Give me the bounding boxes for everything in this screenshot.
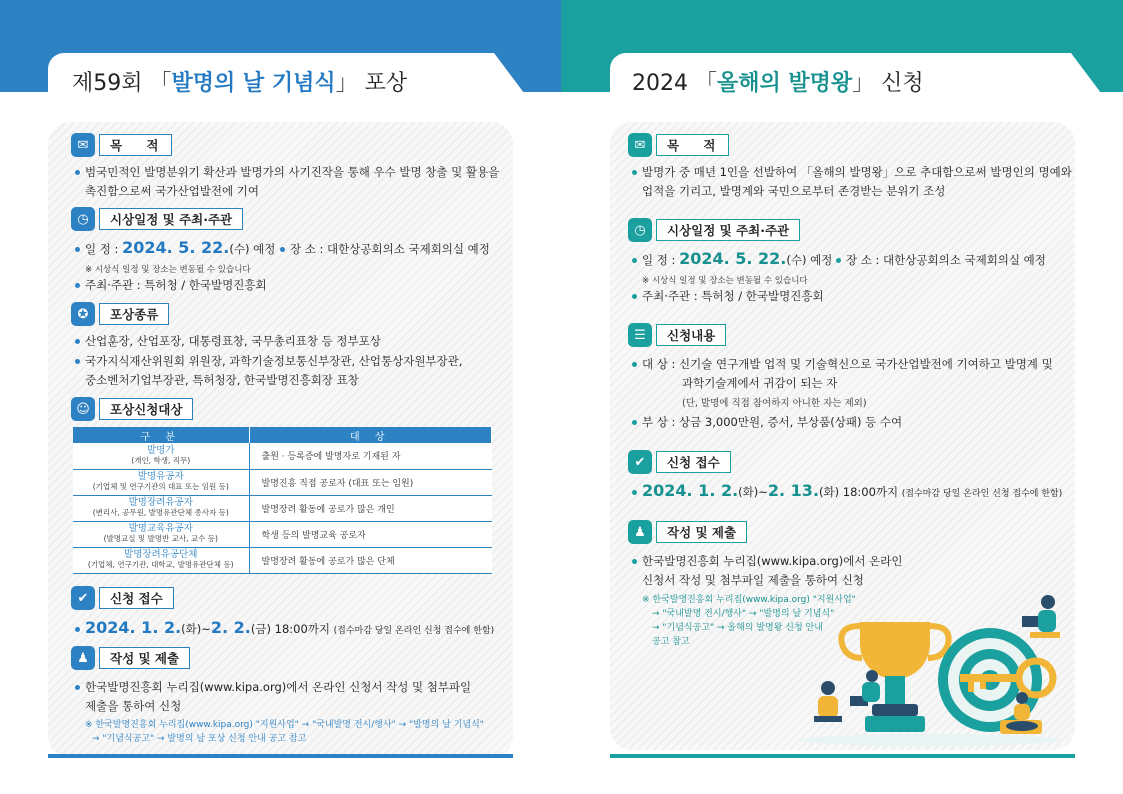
table-cell-name: 발명유공자 — [137, 471, 184, 482]
form-check-icon: ✔ — [628, 450, 652, 474]
section-label: 포상종류 — [99, 303, 169, 325]
right-content-heading — [628, 323, 726, 347]
clock-icon: ◷ — [628, 218, 652, 242]
right-reference-4: 공고 참고 — [652, 637, 690, 647]
section-label: 작성 및 제출 — [99, 647, 190, 669]
right-purpose-text-2: 업적을 기리고, 발명계와 국민으로부터 존경받는 분위기 조성 — [642, 184, 946, 198]
clock-icon: ◷ — [71, 207, 95, 231]
list-document-icon: ☰ — [628, 323, 652, 347]
section-label: 신청내용 — [656, 324, 726, 346]
left-schedule-heading — [71, 207, 243, 231]
medal-icon: ✪ — [71, 302, 95, 326]
left-award-text: 산업훈장, 산업포장, 대통령표창, 국무총리표창 등 정부포상 — [75, 332, 381, 351]
left-submit-heading — [71, 646, 190, 670]
table-cell-target: 출원 · 등록증에 발명자로 기재된 자 — [249, 443, 492, 469]
left-apply-date-line: 2024. 1. 2.(화)~2. 2.(금) 18:00까지 (접수마감 당일 온라인 신청 접수에 한함) — [75, 618, 494, 641]
award-target-table — [73, 427, 492, 574]
left-page-title: 제59회 「발명의 날 기념식」 포상 — [72, 71, 408, 96]
person-board-icon: ♟ — [628, 520, 652, 544]
table-cell-name: 발명장려유공자 — [128, 497, 193, 508]
section-label: 신청 접수 — [99, 587, 174, 609]
table-cell-sub: (개인, 학생, 직무) — [131, 455, 191, 465]
table-cell-sub: (기업체 및 연구기관의 대표 또는 임원 등) — [92, 482, 229, 491]
right-submit-text-2: 신청서 작성 및 첨부파일 제출을 통하여 신청 — [642, 573, 864, 587]
table-cell-name: 발명가 — [146, 444, 175, 456]
left-host-line: 주최·주관 : 특허청 / 한국발명진흥회 — [75, 276, 267, 295]
table-row — [73, 521, 492, 547]
table-cell-target: 발명장려 활동에 공로가 많은 개인 — [249, 495, 492, 521]
left-reference-2: → "기념식공고" → 발명의 날 포상 신청 안내 공고 참고 — [92, 734, 307, 744]
left-submit-text-2: 제출을 통하여 신청 — [85, 699, 182, 713]
left-award-heading — [71, 302, 169, 326]
right-page-title: 2024 「올해의 발명왕」 신청 — [632, 71, 924, 96]
table-cell-name: 발명교육유공자 — [128, 523, 193, 534]
right-schedule-heading — [628, 218, 800, 242]
table-cell-sub: (기업체, 연구기관, 대학교, 발명유관단체 등) — [87, 560, 234, 569]
left-schedule-note: ※ 시상식 일정 및 장소는 변동될 수 있습니다 — [85, 265, 251, 275]
left-target-heading — [71, 397, 193, 421]
section-label: 목 적 — [99, 134, 172, 156]
person-add-icon: ☺ — [71, 397, 95, 421]
table-row — [73, 495, 492, 521]
right-reference-3: → "기념식공고" → 올해의 발명왕 신청 안내 — [652, 623, 823, 633]
section-label: 시상일정 및 주최·주관 — [656, 219, 800, 241]
table-row — [73, 469, 492, 495]
right-purpose-text: 발명가 중 매년 1인을 선발하여 「올해의 발명왕」으로 추대함으로써 발명인의 명예와 — [632, 163, 1072, 182]
right-schedule-note: ※ 시상식 일정 및 장소는 변동될 수 있습니다 — [642, 276, 808, 286]
right-submit-text: 한국발명진흥회 누리집(www.kipa.org)에서 온라인 — [632, 552, 902, 571]
right-content-text-4: 부 상 : 상금 3,000만원, 증서, 부상품(상패) 등 수여 — [632, 413, 902, 432]
right-apply-date-line: 2024. 1. 2.(화)~2. 13.(화) 18:00까지 (접수마감 당일 온라인 신청 접수에 한함) — [632, 481, 1062, 504]
table-cell-name: 발명장려유공단체 — [124, 549, 198, 560]
section-label: 포상신청대상 — [99, 398, 193, 420]
right-apply-heading — [628, 450, 731, 474]
left-bottom-line — [48, 754, 513, 758]
right-content-text: 대 상 : 신기술 연구개발 업적 및 기술혁신으로 국가산업발전에 기여하고 발명계 및 — [632, 355, 1053, 374]
right-submit-heading — [628, 520, 747, 544]
table-cell-target: 발명진흥 직접 공로자 (대표 또는 임원) — [249, 469, 492, 495]
table-row — [73, 547, 492, 573]
table-cell-sub: (발명교실 및 발명반 교사, 교수 등) — [103, 534, 218, 543]
right-content-note: (단, 발명에 직접 참여하지 아니한 자는 제외) — [682, 398, 867, 409]
left-submit-text: 한국발명진흥회 누리집(www.kipa.org)에서 온라인 신청서 작성 및 첨부파일 — [75, 678, 471, 697]
left-award-text-3: 중소벤처기업부장관, 특허청장, 한국발명진흥회장 표창 — [85, 373, 359, 387]
table-cell-target: 발명장려 활동에 공로가 많은 단체 — [249, 547, 492, 573]
right-date-line: 일 정 : 2024. 5. 22.(수) 예정 — [632, 249, 832, 270]
left-purpose-text: 범국민적인 발명분위기 확산과 발명가의 사기진작을 통해 우수 발명 창출 및 활용을 — [75, 163, 499, 182]
document-check-icon: ✉ — [628, 133, 652, 157]
section-label: 작성 및 제출 — [656, 521, 747, 543]
left-reference-1: ※ 한국발명진흥회 누리집(www.kipa.org) "지원사업" → "국내발명 전시/행사" → "발명의 날 기념식" — [85, 720, 484, 730]
table-header: 구 분 — [73, 427, 249, 443]
left-date-line: 일 정 : 2024. 5. 22.(수) 예정 — [75, 238, 275, 259]
right-content-text-2: 과학기술계에서 귀감이 되는 자 — [682, 376, 838, 390]
table-cell-sub: (변리사, 공무원, 발명유관단체 종사자 등) — [92, 508, 229, 517]
left-purpose-heading — [71, 133, 172, 157]
right-host-line: 주최·주관 : 특허청 / 한국발명진흥회 — [632, 287, 824, 306]
table-cell-target: 학생 등의 발명교육 공로자 — [249, 521, 492, 547]
right-reference-2: → "국내발명 전시/행사" → "발명의 날 기념식" — [652, 609, 835, 619]
right-place-line: 장 소 : 대한상공회의소 국제회의실 예정 — [836, 251, 1046, 270]
left-place-line: 장 소 : 대한상공회의소 국제회의실 예정 — [280, 240, 490, 259]
form-check-icon: ✔ — [71, 586, 95, 610]
right-bottom-line — [610, 754, 1075, 758]
left-purpose-text-2: 촉진함으로써 국가산업발전에 기여 — [85, 184, 259, 198]
table-header: 대 상 — [249, 427, 492, 443]
section-label: 목 적 — [656, 134, 729, 156]
left-award-text-2: 국가지식재산위원회 위원장, 과학기술정보통신부장관, 산업통상자원부장관, — [75, 352, 462, 371]
person-board-icon: ♟ — [71, 646, 95, 670]
right-purpose-heading — [628, 133, 729, 157]
trophy-target-illustration — [800, 590, 1065, 750]
left-apply-heading — [71, 586, 174, 610]
right-reference-1: ※ 한국발명진흥회 누리집(www.kipa.org) "지원사업" — [642, 595, 856, 605]
document-check-icon: ✉ — [71, 133, 95, 157]
section-label: 신청 접수 — [656, 451, 731, 473]
section-label: 시상일정 및 주최·주관 — [99, 208, 243, 230]
table-row — [73, 443, 492, 469]
